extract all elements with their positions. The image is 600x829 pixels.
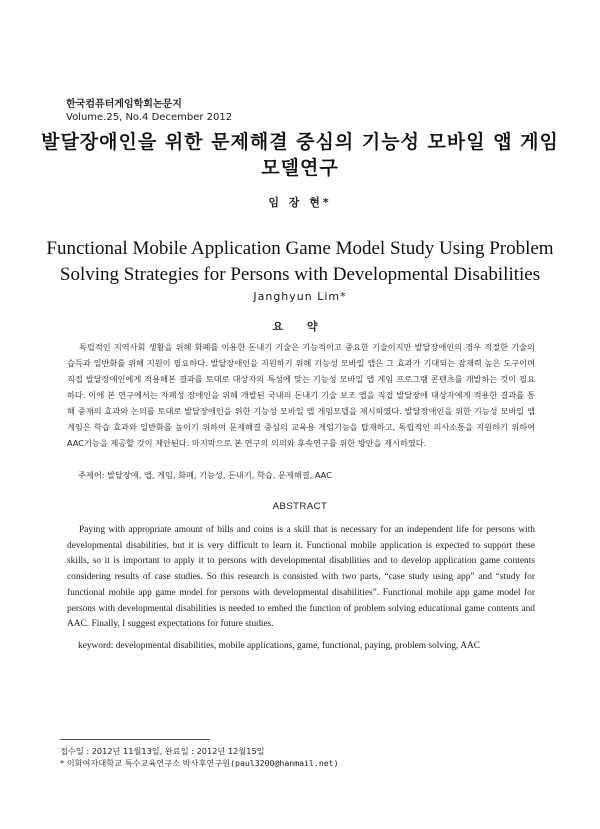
korean-author: 임 장 현*	[268, 196, 332, 209]
korean-title: 발달장애인을 위한 문제해결 중심의 기능성 모바일 앱 게임모델연구	[41, 131, 559, 179]
journal-header	[66, 98, 232, 124]
english-title: Functional Mobile Application Game Model Study Using Problem Solving Strategies for Persons with Developmental Disabilities	[46, 238, 554, 285]
footnote-affiliation-line	[60, 757, 540, 769]
english-abstract: Paying with appropriate amount of bills and coins is a skill that is necessary for an independent life for persons with developmental disabilities, but it is very difficult to learn it. Functional mobile application is expected to support these skills, so it is important to apply it to persons with developmental disabilities and to develop application game contents considering results of case studies. So this research is consisted with two parts, “case study using app” and “study for functional mobile app game model for persons with developmental disabilities”. Functional mobile app game model for persons with developmental disabilities is needed to embed the function of problem solving educational game contents and AAC. Finally, I suggest expectations for future studies.	[67, 525, 535, 630]
abstract-heading: ABSTRACT	[272, 501, 328, 512]
journal-name: 한국컴퓨터게임학회논문지	[66, 99, 182, 110]
english-keywords: keyword: developmental disabilities, mobile applications, game, functional, paying, problem solving, AAC	[78, 641, 481, 651]
footnote-email: (paul3200@hanmail.net)	[230, 758, 339, 768]
footnote	[60, 745, 540, 769]
english-author: Janghyun Lim*	[253, 290, 347, 303]
korean-abstract: 독립적인 지역사회 생활을 위해 화폐를 이용한 돈내기 기술은 기능적이고 중요한 기술이지만 발달장애인의 경우 적절한 기술의 습득과 일반화를 위해 지원이 필요하다. 발달장애인을 지원하기 위해 기능성 모바일 앱은 그 효과가 기대되는 잠재력 높은 도구이며 직접 발달장애인에게 적용해본 결과를 토대로 대상자의 특성에 맞는 기능성 모바일 앱 게임 프로그램 콘텐츠를 개발하는 것이 필요하다. 이에 본 연구에서는 자폐성 장애인을 위해 개발된 국내의 돈내기 기술 보조 앱을 직접 발달장애 대상자에게 적용한 결과를 통해 중재의 효과와 논의를 토대로 발달장애인을 위한 기능성 모바일 앱 게임모델을 제시하였다. 발달장애인을 위한 기능성 모바일 앱 게임은 학습 효과와 일반화를 높이기 위하여 문제해결 중심의 교육용 게임기능을 탑재하고, 독립적인 의사소통을 지원하기 위하여 AAC기능을 제공할 것이 제안된다. 마지막으로 본 연구의 의의와 후속연구를 위한 방안을 제시하였다.	[67, 342, 535, 448]
footnote-dates: 접수일 : 2012년 11월13일, 완료일 : 2012년 12월15일	[60, 746, 265, 756]
footnote-affiliation: * 이화여자대학교 특수교육연구소 박사후연구원	[60, 758, 231, 768]
journal-volume: Volume.25, No.4 December 2012	[66, 112, 233, 123]
footnote-divider	[60, 739, 210, 740]
korean-keywords: 주제어: 발달장애, 앱, 게임, 화폐, 기능성, 돈내기, 학습, 문제해결, AAC	[78, 470, 332, 480]
summary-heading: 요 약	[272, 320, 328, 333]
